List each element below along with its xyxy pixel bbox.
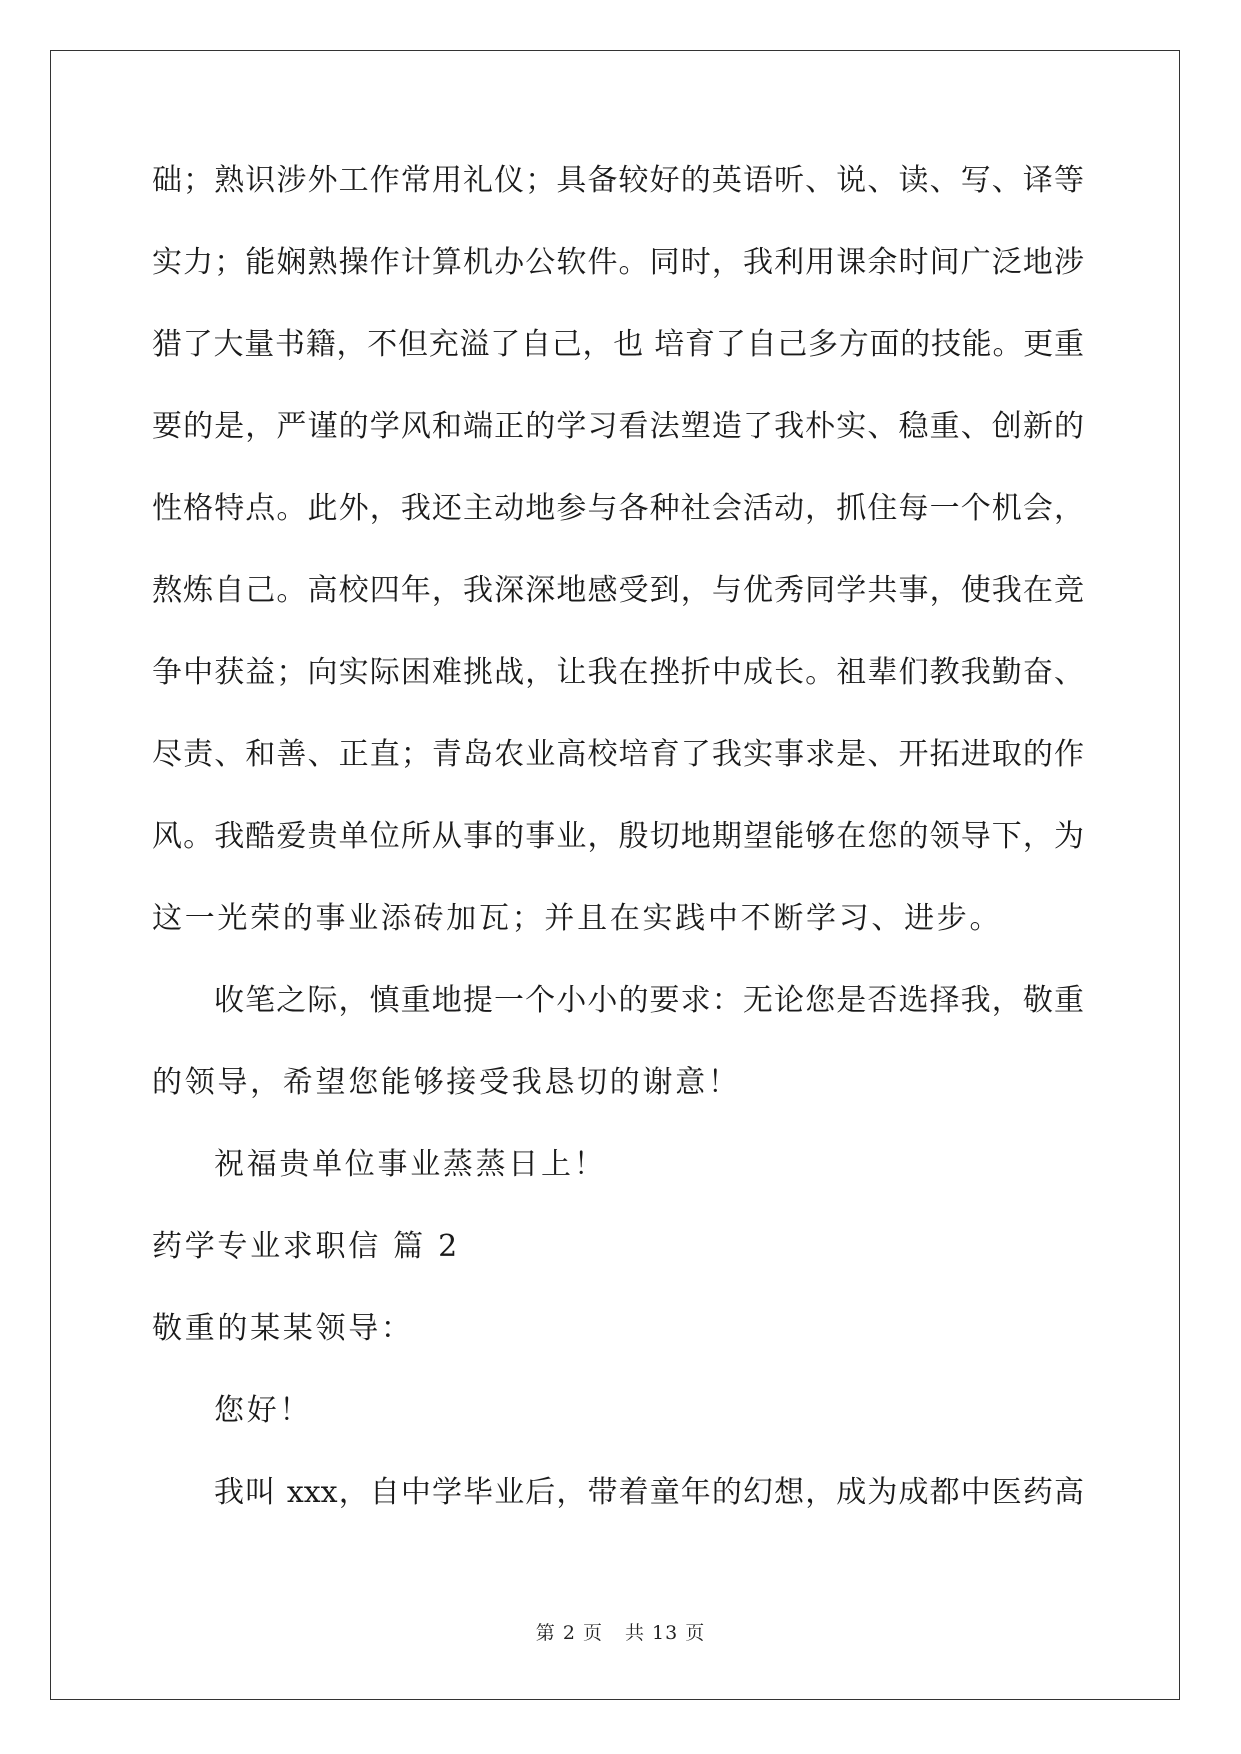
body-line: 这一光荣的事业添砖加瓦；并且在实践中不断学习、进步。 bbox=[152, 901, 1003, 936]
body-line: 性格特点。此外，我还主动地参与各种社会活动，抓住每一个机会， bbox=[152, 491, 1084, 526]
page-number: 第 2 页 bbox=[535, 1622, 603, 1644]
body-line: 熬炼自己。高校四年，我深深地感受到，与优秀同学共事，使我在竞 bbox=[152, 573, 1084, 608]
body-line: 争中获益；向实际困难挑战，让我在挫折中成长。祖辈们教我勤奋、 bbox=[152, 655, 1084, 690]
page-total: 共 13 页 bbox=[624, 1622, 706, 1644]
body-line: 风。我酷爱贵单位所从事的事业，殷切地期望能够在您的领导下，为 bbox=[152, 819, 1084, 854]
page-footer bbox=[0, 1618, 1241, 1645]
body-line: 的领导，希望您能够接受我恳切的谢意！ bbox=[152, 1065, 741, 1100]
body-line: 础；熟识涉外工作常用礼仪；具备较好的英语听、说、读、写、译等 bbox=[152, 163, 1084, 198]
body-line: 实力；能娴熟操作计算机办公软件。同时，我利用课余时间广泛地涉 bbox=[152, 245, 1084, 280]
greeting: 您好！ bbox=[214, 1393, 313, 1428]
salutation: 敬重的某某领导： bbox=[152, 1311, 414, 1346]
body-line: 尽责、和善、正直；青岛农业高校培育了我实事求是、开拓进取的作 bbox=[152, 737, 1084, 772]
body-line: 我叫 xxx，自中学毕业后，带着童年的幻想，成为成都中医药高 bbox=[214, 1475, 1084, 1510]
body-line: 要的是，严谨的学风和端正的学习看法塑造了我朴实、稳重、创新的 bbox=[152, 409, 1084, 444]
body-line: 祝福贵单位事业蒸蒸日上！ bbox=[214, 1147, 607, 1182]
section-heading: 药学专业求职信 篇 2 bbox=[152, 1229, 460, 1264]
document-body bbox=[152, 163, 1084, 1560]
body-line: 收笔之际，慎重地提一个小小的要求：无论您是否选择我，敬重 bbox=[214, 983, 1084, 1018]
body-line: 猎了大量书籍，不但充溢了自己，也 培育了自己多方面的技能。更重 bbox=[152, 327, 1084, 362]
